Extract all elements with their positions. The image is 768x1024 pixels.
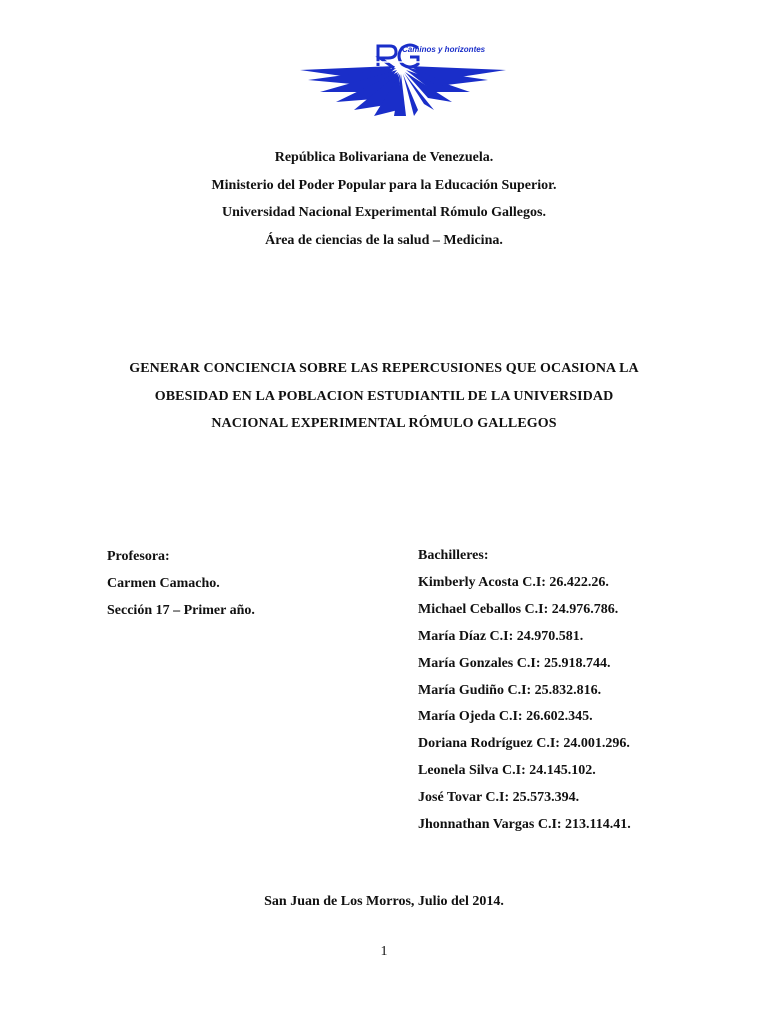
university-logo	[300, 40, 510, 116]
place-and-date: San Juan de Los Morros, Julio del 2014.	[264, 894, 504, 909]
header-line-area: Área de ciencias de la salud – Medicina.	[265, 232, 503, 248]
title-line-1: GENERAR CONCIENCIA SOBRE LAS REPERCUSIONES QUE OCASIONA LA	[129, 361, 639, 376]
header-line-university: Universidad Nacional Experimental Rómulo Gallegos.	[222, 205, 546, 220]
student-item: María Díaz C.I: 24.970.581.	[418, 628, 584, 644]
student-item: Doriana Rodríguez C.I: 24.001.296.	[418, 736, 630, 752]
professor-name: Carmen Camacho.	[107, 576, 220, 591]
student-item: María Gudiño C.I: 25.832.816.	[418, 682, 602, 698]
page-number: 1	[380, 944, 388, 959]
title-line-2: OBESIDAD EN LA POBLACION ESTUDIANTIL DE LA UNIVERSIDAD	[154, 388, 614, 404]
course-section: Sección 17 – Primer año.	[107, 603, 255, 618]
student-item: José Tovar C.I: 25.573.394.	[418, 790, 580, 806]
student-item: María Gonzales C.I: 25.918.744.	[418, 655, 611, 671]
professor-label: Profesora:	[107, 549, 170, 564]
logo-caption: Caminos y horizontes	[402, 45, 486, 54]
document-title	[0, 355, 768, 438]
header-line-ministry: Ministerio del Poder Popular para la Educación Superior.	[211, 177, 557, 193]
student-item: María Ojeda C.I: 26.602.345.	[418, 709, 593, 725]
student-item: Michael Ceballos C.I: 24.976.786.	[418, 601, 619, 617]
students-label: Bachilleres:	[418, 548, 489, 563]
student-item: Kimberly Acosta C.I: 26.422.26.	[418, 574, 609, 590]
student-item: Leonela Silva C.I: 24.145.102.	[418, 763, 596, 779]
institution-header	[0, 144, 768, 254]
students-block	[418, 543, 631, 839]
professor-block	[107, 543, 255, 624]
student-item: Jhonnathan Vargas C.I: 213.114.41.	[418, 817, 631, 833]
header-line-country: República Bolivariana de Venezuela.	[274, 150, 494, 165]
title-line-3: NACIONAL EXPERIMENTAL RÓMULO GALLEGOS	[211, 416, 557, 431]
